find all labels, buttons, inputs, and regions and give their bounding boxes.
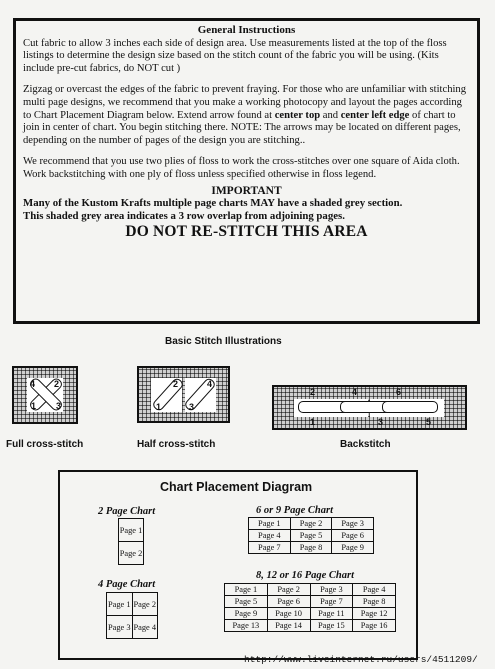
- many-page-cell: Page 14: [267, 620, 310, 632]
- six-page-cell: Page 2: [290, 518, 332, 530]
- stitch-illustrations-title: Basic Stitch Illustrations: [165, 336, 282, 347]
- many-page-cell: Page 4: [353, 584, 396, 596]
- four-page-chart-label: 4 Page Chart: [98, 579, 156, 590]
- six-page-cell: Page 1: [249, 518, 291, 530]
- full-cross-stitch-label: Full cross-stitch: [6, 439, 84, 450]
- general-instructions-title: General Instructions: [197, 24, 296, 36]
- six-page-cell: Page 3: [332, 518, 374, 530]
- backstitch-diagram: [272, 385, 467, 430]
- many-page-cell: Page 11: [310, 608, 353, 620]
- back-num-6: 5: [426, 417, 432, 427]
- half-num-1: 2: [173, 379, 179, 389]
- many-page-cell: Page 3: [310, 584, 353, 596]
- half-cross-stitch-diagram: [137, 366, 230, 423]
- important-line-2: This shaded grey area indicates a 3 row overlap from adjoining pages.: [23, 209, 345, 222]
- back-num-1: 2: [310, 387, 316, 397]
- two-page-chart-grid: [118, 518, 144, 565]
- sixteen-page-chart-grid: [224, 583, 396, 632]
- important-heading: IMPORTANT: [211, 184, 282, 197]
- back-num-2: 1: [310, 417, 316, 427]
- two-page-chart-label: 2 Page Chart: [98, 506, 156, 517]
- two-page-cell: Page 1: [119, 519, 144, 542]
- six-page-cell: Page 9: [332, 542, 374, 554]
- half-num-2: 4: [207, 379, 213, 389]
- four-page-cell: Page 1: [107, 593, 133, 616]
- six-nine-page-chart-label: 6 or 9 Page Chart: [256, 505, 334, 516]
- p2-text-and: and: [320, 109, 341, 121]
- instructions-paragraph-1: Cut fabric to allow 3 inches each side of design area. Use measurements listed at the top of the floss listings to determine the design size based on the stitch count of the fabric you will be using. (Kits include pre-cut fabrics, do NOT cut ): [23, 37, 447, 74]
- half-cross-stitch-label: Half cross-stitch: [137, 439, 216, 450]
- instructions-paragraph-3: We recommend that you use two plies of floss to work the cross-stitches over one square of Aida cloth. Work backstitching with one ply of floss unless specified otherwise in floss legend.: [23, 156, 460, 180]
- four-page-cell: Page 3: [107, 616, 133, 639]
- many-page-cell: Page 16: [353, 620, 396, 632]
- six-nine-page-chart-grid: [248, 517, 374, 554]
- p2-bold-center-top: center top: [274, 109, 321, 121]
- many-page-cell: Page 5: [225, 596, 268, 608]
- many-page-cell: Page 8: [353, 596, 396, 608]
- six-page-cell: Page 7: [249, 542, 291, 554]
- full-num-3: 1: [31, 401, 37, 411]
- important-line-1: Many of the Kustom Krafts multiple page charts MAY have a shaded grey section.: [23, 197, 403, 210]
- full-num-4: 3: [56, 401, 62, 411]
- many-page-cell: Page 6: [267, 596, 310, 608]
- six-page-cell: Page 6: [332, 530, 374, 542]
- many-page-cell: Page 12: [353, 608, 396, 620]
- many-page-cell: Page 2: [267, 584, 310, 596]
- many-page-cell: Page 1: [225, 584, 268, 596]
- many-page-cell: Page 13: [225, 620, 268, 632]
- back-num-5: 6: [396, 387, 402, 397]
- source-url-watermark: http://www.liveinternet.ru/users/4511209/: [244, 654, 478, 665]
- back-num-3: 4: [352, 387, 358, 397]
- full-cross-stitch-diagram: [12, 366, 78, 424]
- do-not-restitch-warning: DO NOT RE-STITCH THIS AREA: [125, 223, 368, 241]
- four-page-cell: Page 4: [132, 616, 158, 639]
- general-instructions-box: [13, 18, 480, 324]
- instructions-paragraph-2: [23, 84, 470, 147]
- many-page-cell: Page 15: [310, 620, 353, 632]
- sixteen-page-chart-label: 8, 12 or 16 Page Chart: [256, 570, 355, 581]
- p2-text-a: Zigzag or overcast the edges of the fabric to prevent fraying. For those who are unfamiliar with stitching multi page designs, we recommend that you make a working photocopy and layout the pages according to Chart Placement Diagram below. Extend arrow found at: [23, 84, 467, 121]
- six-page-cell: Page 4: [249, 530, 291, 542]
- half-num-4: 3: [189, 402, 195, 412]
- p2-bold-center-left: center left edge: [340, 109, 410, 121]
- two-page-cell: Page 2: [119, 542, 144, 565]
- backstitch-thread-3: [382, 401, 438, 413]
- four-page-cell: Page 2: [132, 593, 158, 616]
- full-num-1: 4: [30, 379, 36, 389]
- many-page-cell: Page 9: [225, 608, 268, 620]
- half-num-3: 1: [156, 402, 162, 412]
- full-num-2: 2: [54, 379, 60, 389]
- six-page-cell: Page 8: [290, 542, 332, 554]
- chart-placement-title: Chart Placement Diagram: [160, 480, 313, 494]
- many-page-cell: Page 10: [267, 608, 310, 620]
- six-page-cell: Page 5: [290, 530, 332, 542]
- four-page-chart-grid: [106, 592, 158, 639]
- many-page-cell: Page 7: [310, 596, 353, 608]
- backstitch-label: Backstitch: [340, 439, 391, 450]
- back-num-4: 3: [378, 417, 384, 427]
- chart-placement-box: [58, 470, 418, 660]
- p2-text-c: of chart to join in center of chart. You begin stitching there. NOTE: The arrows may be located on different pages, depending on the number of pages of the design you are stitching..: [23, 109, 461, 146]
